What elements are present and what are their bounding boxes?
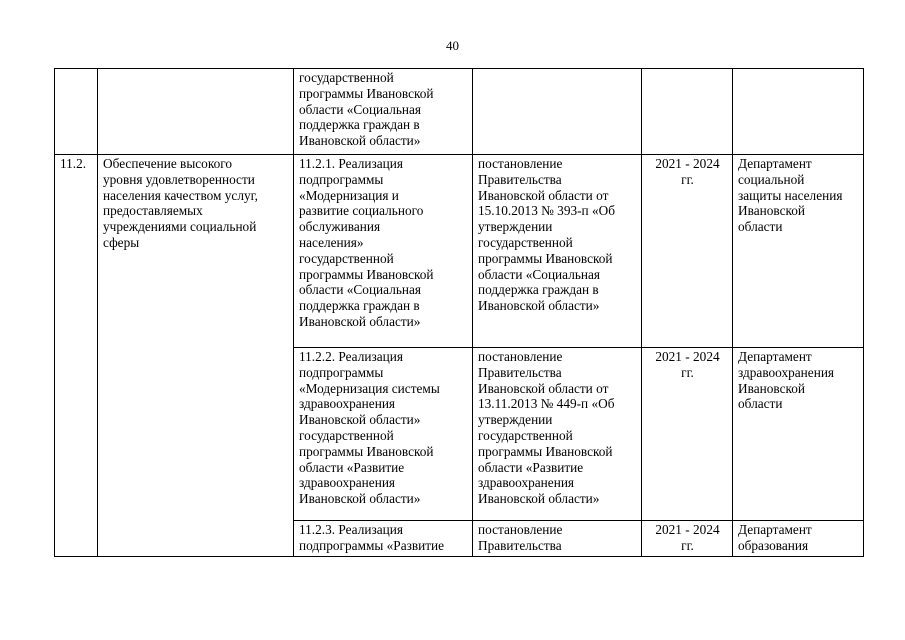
goal-text: сферы xyxy=(103,234,140,250)
period-text: 2021 - 2024 xyxy=(655,522,720,537)
document-text: 15.10.2013 № 393-п «Об xyxy=(478,203,616,219)
activity-text: Ивановской области» xyxy=(299,313,421,329)
document-text: Ивановской области» xyxy=(478,298,600,314)
activity-text: 11.2.1. Реализация xyxy=(299,156,403,171)
activity-text: области «Развитие xyxy=(299,459,405,475)
document-text: Правительства xyxy=(478,364,562,380)
activity-text: области «Социальная xyxy=(299,101,422,117)
executor-text: защиты населения xyxy=(738,187,843,203)
activity-text: Ивановской области» xyxy=(299,491,421,507)
executor-text: Департамент xyxy=(738,156,812,171)
activity-text: здравоохранения xyxy=(299,396,396,412)
activity-text: «Модернизация системы xyxy=(299,380,440,396)
activity-text: 11.2.3. Реализация xyxy=(299,522,403,537)
executor-text: Департамент xyxy=(738,349,812,364)
document-text: программы Ивановской xyxy=(478,250,613,266)
activity-text: программы Ивановской xyxy=(299,85,434,101)
activity-text: государственной xyxy=(299,250,394,266)
activity-text: «Модернизация и xyxy=(299,187,399,203)
activity-text: обслуживания xyxy=(299,219,381,235)
executor-text: Ивановской xyxy=(738,203,806,219)
document-cell xyxy=(473,521,642,557)
document-cell xyxy=(473,155,642,348)
page-number: 40 xyxy=(446,38,459,53)
activity-text: подпрограммы xyxy=(299,364,384,380)
period-cell xyxy=(642,69,733,155)
activity-text: поддержка граждан в xyxy=(299,298,420,314)
period-text: 2021 - 2024 xyxy=(655,349,720,364)
executor-cell xyxy=(733,69,864,155)
document-text: утверждении xyxy=(478,412,553,428)
document-text: Ивановской области от xyxy=(478,380,609,396)
activity-text: программы Ивановской xyxy=(299,266,434,282)
activity-text: 11.2.2. Реализация xyxy=(299,349,403,364)
goal-cell xyxy=(98,155,294,557)
activity-text: населения» xyxy=(299,234,364,250)
activity-text: развитие социального xyxy=(299,203,424,219)
activity-text: области «Социальная xyxy=(299,282,422,298)
goal-text: предоставляемых xyxy=(103,203,203,219)
activity-text: программы Ивановской xyxy=(299,443,434,459)
goal-text: населения качеством услуг, xyxy=(103,187,258,203)
document-text: государственной xyxy=(478,427,573,443)
period-text: гг. xyxy=(681,171,694,187)
goal-text: Обеспечение высокого xyxy=(103,156,233,171)
period-cell xyxy=(642,521,733,557)
document-cell xyxy=(473,348,642,521)
activity-text: поддержка граждан в xyxy=(299,117,420,133)
period-text: гг. xyxy=(681,364,694,380)
document-text: здравоохранения xyxy=(478,475,575,491)
executor-text: области xyxy=(738,219,783,235)
goal-text: уровня удовлетворенности xyxy=(103,171,255,187)
row-number-cell xyxy=(55,69,98,155)
document-text: постановление xyxy=(478,156,563,171)
row-number: 11.2. xyxy=(60,156,87,171)
executor-cell xyxy=(733,348,864,521)
executor-text: области xyxy=(738,396,783,412)
executor-text: здравоохранения xyxy=(738,364,835,380)
period-cell xyxy=(642,348,733,521)
document-text: Ивановской области» xyxy=(478,491,600,507)
executor-text: образования xyxy=(738,537,809,553)
document-text: 13.11.2013 № 449-п «Об xyxy=(478,396,615,412)
document-text: Правительства xyxy=(478,171,562,187)
period-text: гг. xyxy=(681,537,694,553)
document-cell xyxy=(473,69,642,155)
goal-cell xyxy=(98,69,294,155)
activity-cell xyxy=(294,521,473,557)
executor-cell xyxy=(733,155,864,348)
document-text: постановление xyxy=(478,522,563,537)
table-row xyxy=(55,69,864,155)
document-text: области «Социальная xyxy=(478,266,601,282)
period-cell xyxy=(642,155,733,348)
row-number-cell xyxy=(55,155,98,557)
executor-text: социальной xyxy=(738,171,805,187)
activity-cell xyxy=(294,348,473,521)
executor-text: Ивановской xyxy=(738,380,806,396)
activity-text: подпрограммы «Развитие xyxy=(299,537,445,553)
goal-text: учреждениями социальной xyxy=(103,219,257,235)
activity-text: Ивановской области» xyxy=(299,133,421,149)
activity-text: государственной xyxy=(299,70,394,85)
executor-text: Департамент xyxy=(738,522,812,537)
document-text: области «Развитие xyxy=(478,459,584,475)
table-row xyxy=(55,155,864,348)
document-text: поддержка граждан в xyxy=(478,282,599,298)
activity-cell xyxy=(294,155,473,348)
document-text: постановление xyxy=(478,349,563,364)
executor-cell xyxy=(733,521,864,557)
document-text: государственной xyxy=(478,234,573,250)
document-text: утверждении xyxy=(478,219,553,235)
document-text: Ивановской области от xyxy=(478,187,609,203)
activity-cell xyxy=(294,69,473,155)
activity-text: здравоохранения xyxy=(299,475,396,491)
activity-text: Ивановской области» xyxy=(299,412,421,428)
measures-table xyxy=(54,68,864,557)
period-text: 2021 - 2024 xyxy=(655,156,720,171)
document-text: Правительства xyxy=(478,537,562,553)
activity-text: подпрограммы xyxy=(299,171,384,187)
document-text: программы Ивановской xyxy=(478,443,613,459)
activity-text: государственной xyxy=(299,427,394,443)
